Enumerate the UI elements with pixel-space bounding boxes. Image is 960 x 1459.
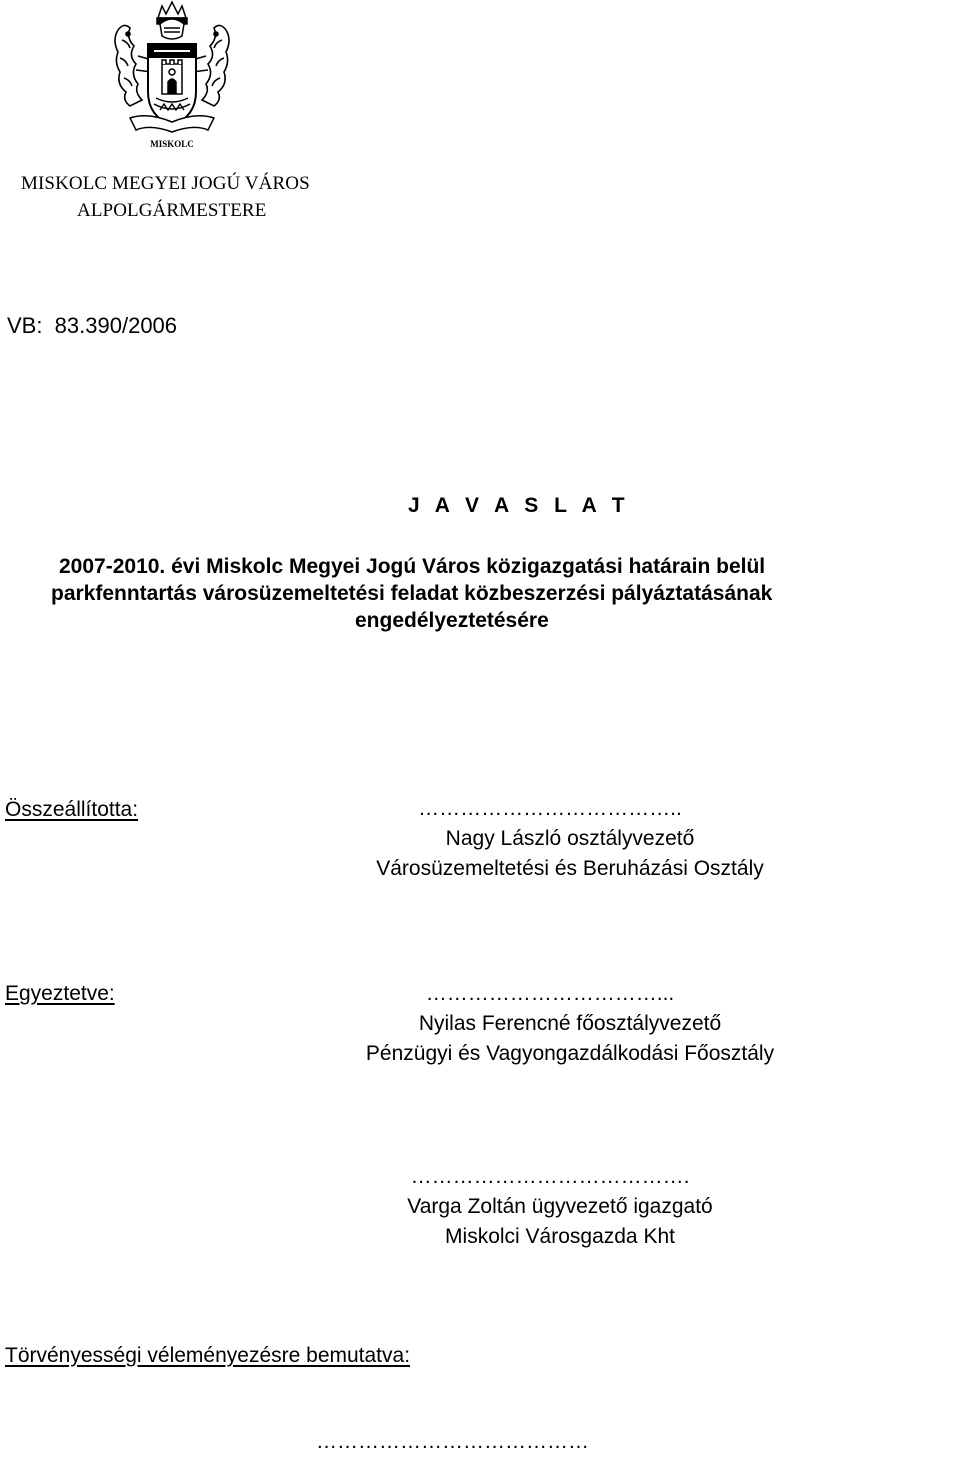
reference-number: VB: 83.390/2006 [7, 313, 178, 338]
agreed-name: Nyilas Ferencné főosztályvezető [418, 1012, 722, 1035]
agreed-department: Pénzügyi és Vagyongazdálkodási Főosztály [365, 1042, 775, 1065]
third-signature [300, 1162, 820, 1252]
compiled-signature [300, 794, 840, 884]
agreed-signature [300, 979, 840, 1069]
crest-city-label: MISKOLC [150, 139, 194, 149]
compiled-name: Nagy László osztályvezető [445, 827, 695, 850]
agreed-label: Egyeztetve: [5, 982, 115, 1005]
issuer-line-2: ALPOLGÁRMESTERE [77, 200, 267, 221]
third-name: Varga Zoltán ügyvezető igazgató [407, 1195, 713, 1218]
compiled-department: Városüzemeltetési és Beruházási Osztály [376, 857, 764, 880]
legal-review-label: Törvényességi véleményezésre bemutatva: [5, 1344, 411, 1367]
document-title: J A V A S L A T [408, 494, 630, 517]
third-department: Miskolci Városgazda Kht [445, 1225, 675, 1248]
coat-of-arms-icon [108, 0, 236, 150]
legal-signature-line: ………………………………… [316, 1430, 589, 1453]
coat-of-arms [108, 0, 236, 150]
subject-line-3: engedélyeztetésére [355, 609, 549, 632]
agreed-signature-line: ……………………………... [425, 982, 675, 1005]
issuer-line-1: MISKOLC MEGYEI JOGÚ VÁROS [21, 173, 310, 194]
compiled-label: Összeállította: [5, 798, 139, 821]
third-signature-line: …………………………………. [410, 1165, 690, 1188]
subject-line-1: 2007-2010. évi Miskolc Megyei Jogú Város közigazgatási határain belül [59, 555, 766, 578]
subject-line-2: parkfenntartás városüzemeltetési feladat közbeszerzési pályáztatásának [51, 582, 773, 605]
compiled-signature-line: ……………………………….. [418, 797, 682, 820]
